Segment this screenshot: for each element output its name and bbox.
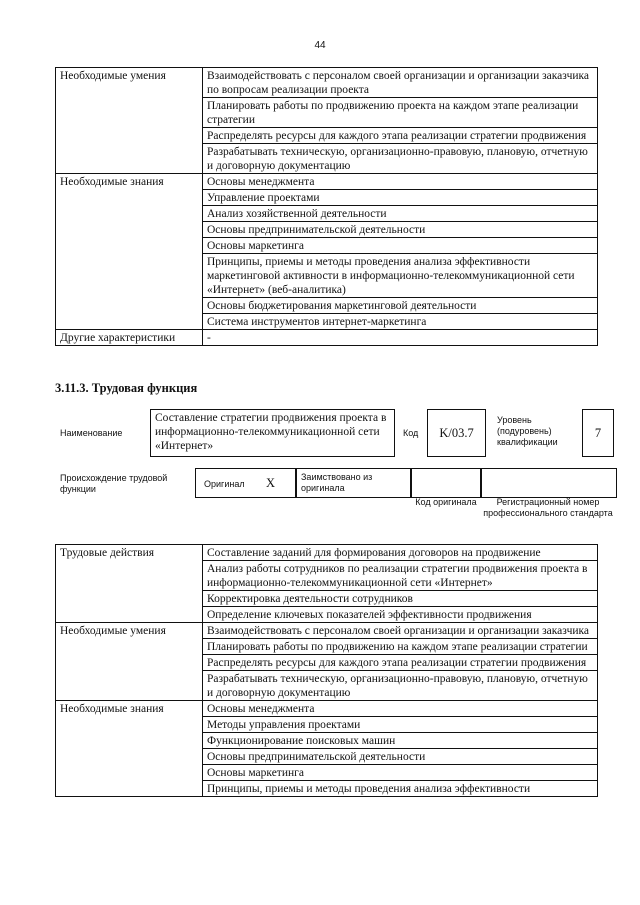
table-cell: Основы менеджмента xyxy=(203,174,598,190)
table-cell: Анализ работы сотрудников по реализации стратегии продвижения проекта в информационно-телекоммуникационной сети «Интернет» xyxy=(203,561,598,591)
origin-label: Происхождение трудовой функции xyxy=(60,473,168,494)
table-cell: Принципы, приемы и методы проведения анализа эффективности xyxy=(203,781,598,797)
level-value: 7 xyxy=(594,426,602,440)
table-cell: Управление проектами xyxy=(203,190,598,206)
borrowed-box xyxy=(295,468,412,498)
table-cell: Система инструментов интернет-маркетинга xyxy=(203,314,598,330)
row-label: Необходимые умения xyxy=(56,68,203,174)
table-row xyxy=(56,330,598,346)
name-value: Составление стратегии продвижения проекта в информационно-телекоммуникационной сети «Интернет» xyxy=(155,412,387,452)
code-original-caption: Код оригинала xyxy=(415,497,477,507)
row-label: Необходимые знания xyxy=(56,174,203,330)
requirements-table-bottom xyxy=(55,544,598,797)
original-box xyxy=(195,468,297,498)
page-number: 44 xyxy=(314,40,326,51)
table-cell: Функционирование поисковых машин xyxy=(203,733,598,749)
row-label: Трудовые действия xyxy=(56,545,203,623)
table-cell: Определение ключевых показателей эффективности продвижения xyxy=(203,607,598,623)
table-row xyxy=(56,623,598,639)
code-label: Код xyxy=(403,428,419,438)
table-cell: - xyxy=(203,330,598,346)
original-mark: X xyxy=(266,476,276,490)
table-cell: Корректировка деятельности сотрудников xyxy=(203,591,598,607)
table-cell: Разрабатывать техническую, организационно-правовую, плановую, отчетную и договорную документацию xyxy=(203,144,598,174)
table-cell: Методы управления проектами xyxy=(203,717,598,733)
code-original-box xyxy=(410,468,482,498)
table-row xyxy=(56,701,598,717)
table-cell: Распределять ресурсы для каждого этапа реализации стратегии продвижения xyxy=(203,655,598,671)
code-value: K/03.7 xyxy=(439,426,474,440)
section-title: 3.11.3. Трудовая функция xyxy=(55,381,198,395)
level-label: Уровень (подуровень) квалификации xyxy=(497,415,558,447)
code-box xyxy=(427,409,486,457)
table-row xyxy=(56,68,598,98)
reg-number-caption: Регистрационный номер профессионального стандарта xyxy=(483,497,613,518)
table-cell: Взаимодействовать с персоналом своей организации и организации заказчика xyxy=(203,623,598,639)
table-cell: Анализ хозяйственной деятельности xyxy=(203,206,598,222)
table-cell: Взаимодействовать с персоналом своей организации и организации заказчика по вопросам реализации проекта xyxy=(203,68,598,98)
row-label: Необходимые умения xyxy=(56,623,203,701)
table-row xyxy=(56,174,598,190)
borrowed-label: Заимствовано из оригинала xyxy=(301,472,373,493)
table-row xyxy=(56,545,598,561)
row-label: Другие характеристики xyxy=(56,330,203,346)
table-cell: Принципы, приемы и методы проведения анализа эффективности маркетинговой активности в информационно-телекоммуникационной сети «Интернет» (веб-аналитика) xyxy=(203,254,598,298)
name-box xyxy=(150,409,395,457)
table-cell: Основы маркетинга xyxy=(203,765,598,781)
name-label: Наименование xyxy=(60,428,123,438)
level-box xyxy=(582,409,614,457)
table-cell: Основы бюджетирования маркетинговой деятельности xyxy=(203,298,598,314)
table-cell: Основы маркетинга xyxy=(203,238,598,254)
table-cell: Основы менеджмента xyxy=(203,701,598,717)
table-cell: Составление заданий для формирования договоров на продвижение xyxy=(203,545,598,561)
table-cell: Разрабатывать техническую, организационно-правовую, плановую, отчетную и договорную документацию xyxy=(203,671,598,701)
table-cell: Планировать работы по продвижению проекта на каждом этапе реализации стратегии xyxy=(203,98,598,128)
table-cell: Основы предпринимательской деятельности xyxy=(203,749,598,765)
table-cell: Основы предпринимательской деятельности xyxy=(203,222,598,238)
requirements-table-top xyxy=(55,67,598,346)
row-label: Необходимые знания xyxy=(56,701,203,797)
reg-number-box xyxy=(480,468,617,498)
table-cell: Распределять ресурсы для каждого этапа реализации стратегии продвижения xyxy=(203,128,598,144)
original-label: Оригинал xyxy=(204,479,245,489)
table-cell: Планировать работы по продвижению на каждом этапе реализации стратегии xyxy=(203,639,598,655)
